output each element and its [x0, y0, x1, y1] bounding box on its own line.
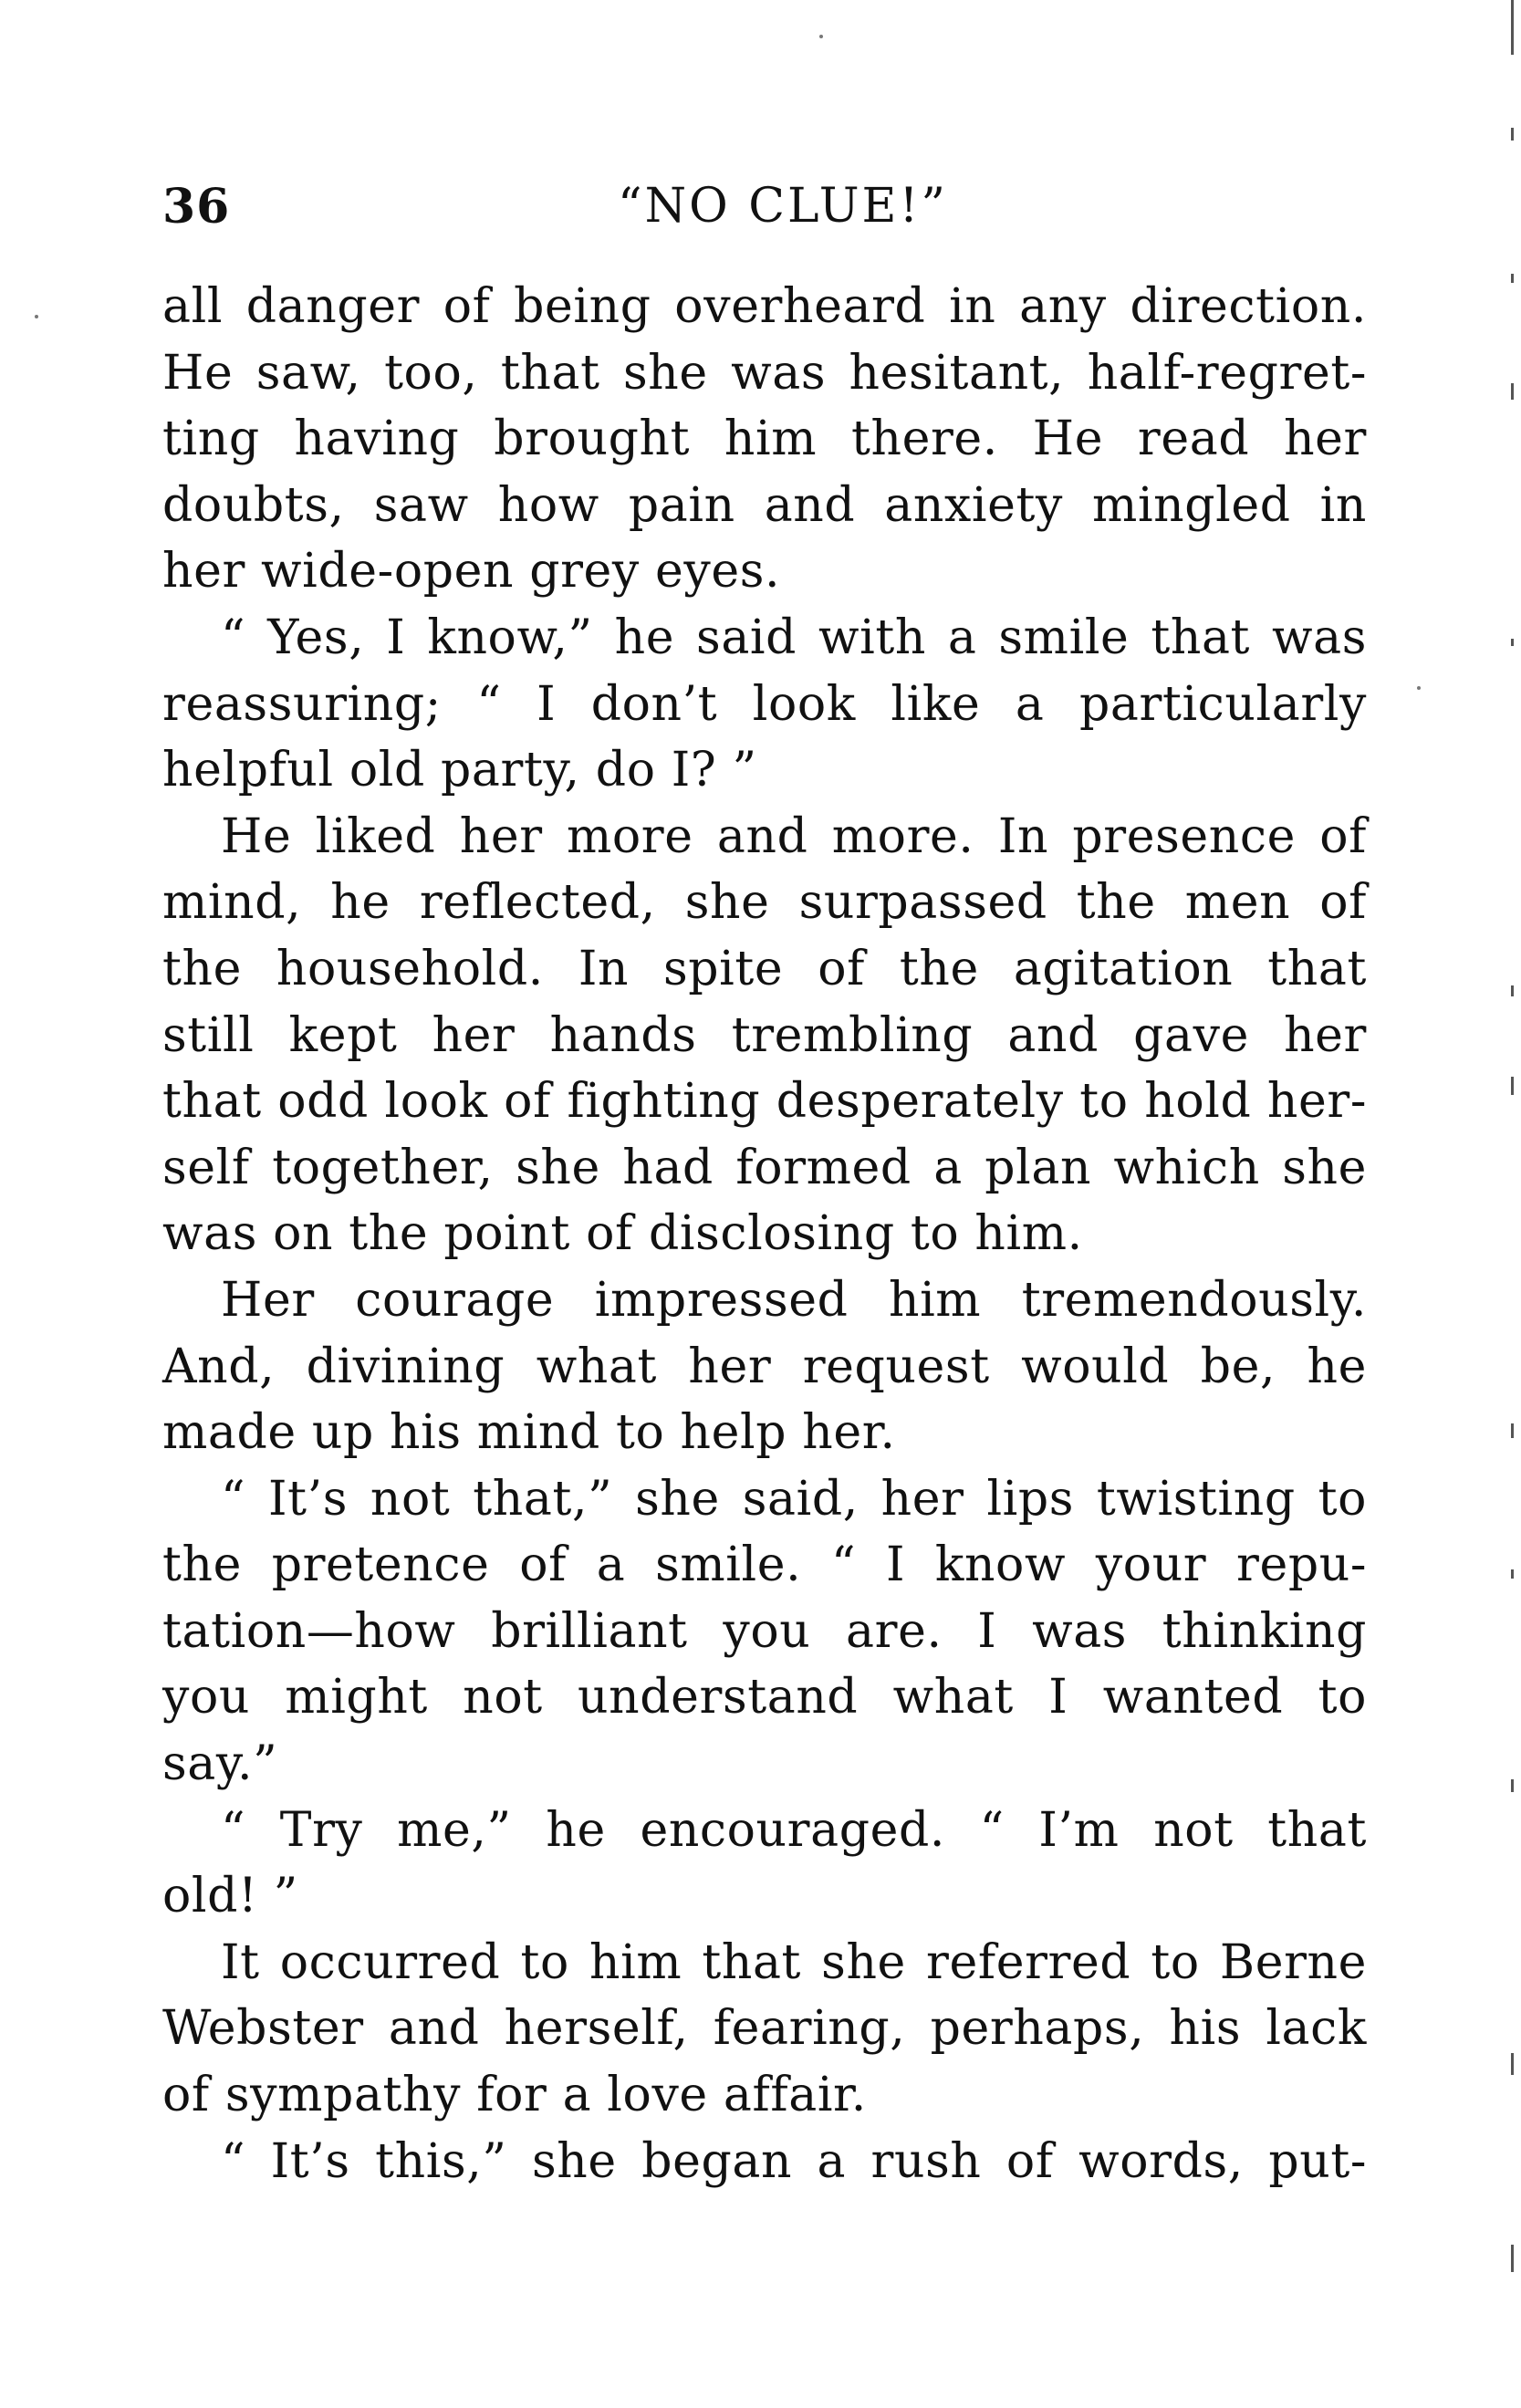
text-line: made up his mind to help her. [162, 1405, 896, 1461]
text-line: all danger of being overheard in any direction. [162, 279, 1367, 334]
paper-speck [1417, 686, 1421, 690]
text-line: helpful old party, do I? ” [162, 743, 757, 798]
text-line: of sympathy for a love affair. [162, 2068, 867, 2123]
text-line: was on the point of disclosing to him. [162, 1206, 1083, 1262]
text-line: Webster and herself, fearing, perhaps, his lack [162, 2001, 1367, 2057]
running-title: “NO CLUE!” [618, 179, 948, 234]
binding-edge [1494, 0, 1521, 2408]
text-line: “ It’s not that,” she said, her lips twisting to [221, 1471, 1367, 1527]
text-line: say.” [162, 1736, 278, 1792]
paper-speck [819, 35, 823, 38]
text-line: the household. In spite of the agitation that [162, 941, 1367, 996]
page-number: 36 [162, 179, 231, 235]
text-line: the pretence of a smile. “ I know your repu- [162, 1538, 1367, 1593]
text-line: “ Try me,” he encouraged. “ I’m not that [221, 1802, 1367, 1858]
text-line: still kept her hands trembling and gave her [162, 1007, 1367, 1063]
text-line: old! ” [162, 1869, 298, 1924]
text-line: self together, she had formed a plan which she [162, 1140, 1367, 1195]
text-line: It occurred to him that she referred to Berne [221, 1934, 1367, 1990]
text-line: “ It’s this,” she began a rush of words, put- [221, 2133, 1367, 2189]
body-text [162, 274, 1367, 2194]
text-line: that odd look of fighting desperately to hold her- [162, 1074, 1367, 1130]
text-line: reassuring; “ I don’t look like a particularly [162, 676, 1367, 732]
text-line: And, divining what her request would be, he [162, 1339, 1367, 1394]
text-line: tation—how brilliant you are. I was thinking [162, 1603, 1367, 1659]
paper-speck [35, 315, 38, 318]
text-line: you might not understand what I wanted to [162, 1670, 1367, 1725]
text-line: mind, he reflected, she surpassed the men of [162, 875, 1367, 931]
text-line: Her courage impressed him tremendously. [221, 1272, 1367, 1328]
page-header [162, 179, 1367, 252]
text-line: her wide-open grey eyes. [162, 544, 781, 599]
text-line: He saw, too, that she was hesitant, half-regret- [162, 345, 1367, 401]
text-line: doubts, saw how pain and anxiety mingled in [162, 477, 1367, 533]
text-line: ting having brought him there. He read her [162, 412, 1367, 467]
text-line: He liked her more and more. In presence of [221, 808, 1367, 864]
text-line: “ Yes, I know,” he said with a smile that was [221, 610, 1367, 665]
